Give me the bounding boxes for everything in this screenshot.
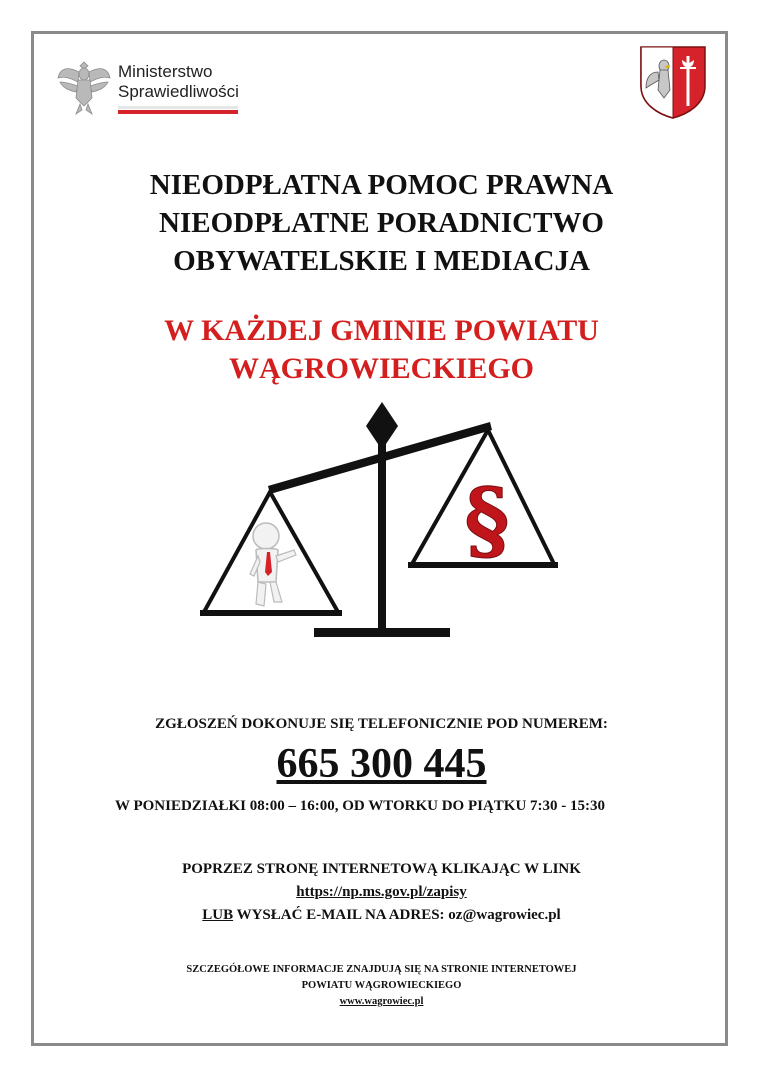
registration-link[interactable]: https://np.ms.gov.pl/zapisy <box>296 884 467 900</box>
ministry-line2: Sprawiedliwości <box>118 82 239 101</box>
footer-info <box>60 962 703 1010</box>
title-line1: NIEODPŁATNA POMOC PRAWNA <box>149 169 614 201</box>
ministry-underline-grey <box>118 106 238 109</box>
ministry-name <box>118 62 239 102</box>
subtitle-line1: W KAŻDEJ GMINIE POWIATU <box>164 314 599 347</box>
footer-line1: SZCZEGÓŁOWE INFORMACJE ZNAJDUJĄ SIĘ NA STRONIE INTERNETOWEJ <box>186 964 577 975</box>
web-intro: POPRZEZ STRONĘ INTERNETOWĄ KLIKAJĄC W LINK <box>182 861 581 877</box>
title-line3: OBYWATELSKIE I MEDIACJA <box>173 245 590 277</box>
polish-eagle-icon <box>56 58 112 116</box>
office-hours: W PONIEDZIAŁKI 08:00 – 16:00, OD WTORKU DO PIĄTKU 7:30 - 15:30 <box>114 798 606 814</box>
ministry-underline-red <box>118 110 238 114</box>
phone-intro: ZGŁOSZEŃ DOKONUJE SIĘ TELEFONICZNIE POD NUMEREM: <box>155 716 608 732</box>
person-figure-icon <box>250 523 296 606</box>
main-title <box>60 166 703 280</box>
paragraph-icon: § <box>464 470 510 571</box>
ministry-line1: Ministerstwo <box>118 62 213 81</box>
balance-scale-icon <box>190 400 580 645</box>
contact-options <box>60 858 703 927</box>
subtitle <box>60 312 703 388</box>
footer-line2: POWIATU WĄGROWIECKIEGO <box>301 980 462 991</box>
title-line2: NIEODPŁATNE PORADNICTWO <box>159 207 604 239</box>
subtitle-line2: WĄGROWIECKIEGO <box>228 352 535 385</box>
county-crest-icon <box>638 44 708 120</box>
phone-number[interactable]: 665 300 445 <box>276 741 487 787</box>
or-word: LUB <box>202 907 234 923</box>
email-line[interactable]: WYSŁAĆ E-MAIL NA ADRES: oz@wagrowiec.pl <box>233 907 561 923</box>
website-link[interactable]: www.wagrowiec.pl <box>339 996 424 1007</box>
